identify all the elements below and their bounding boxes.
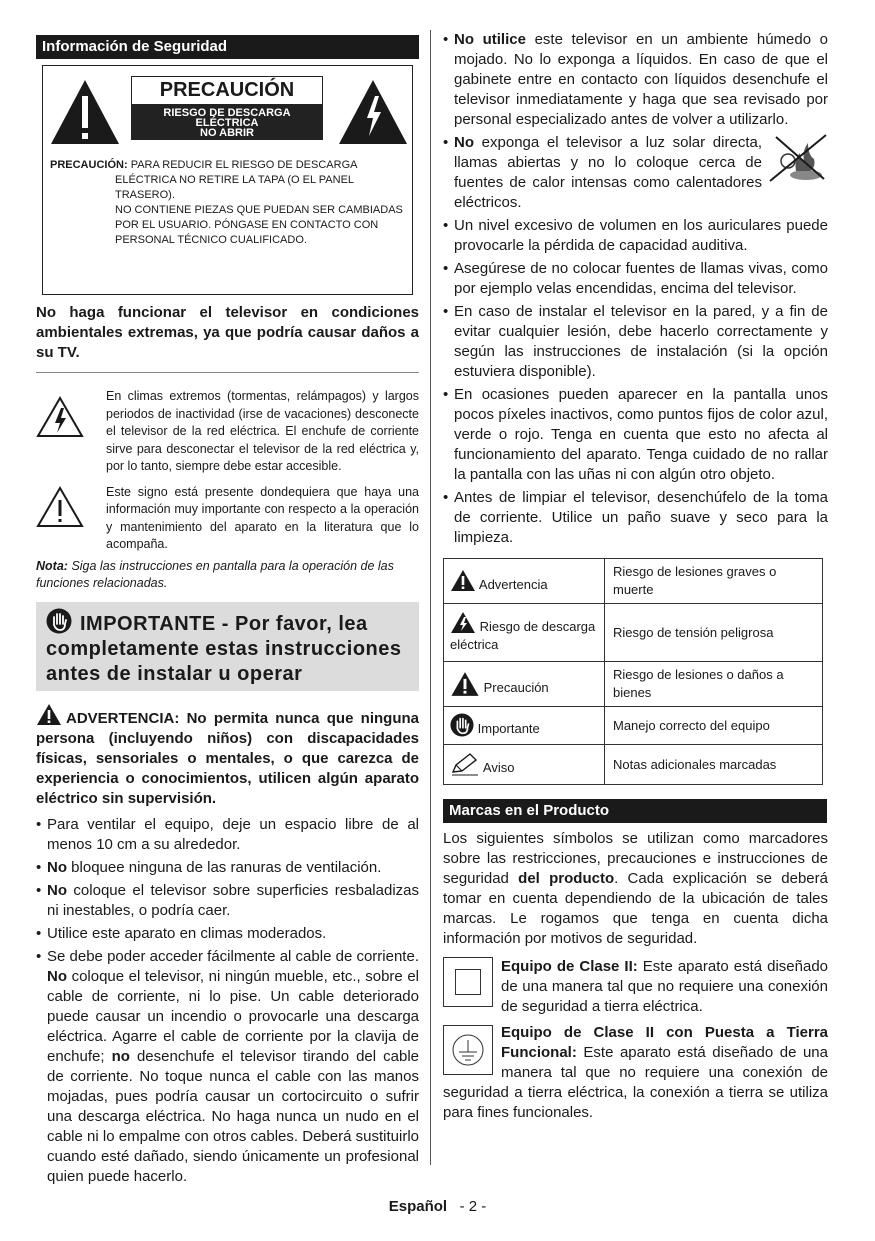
caution-line: NO CONTIENE PIEZAS QUE PUEDAN SER CAMBIADAS POR EL USUARIO. PÓNGASE EN CONTACTO CON PERSONAL TÉCNICO CUALIFICADO. <box>115 204 403 246</box>
table-cell <box>444 662 605 707</box>
symbol-table <box>443 558 823 785</box>
section-header: Información de Seguridad <box>36 35 419 59</box>
caution-sub-line: NO ABRIR <box>200 127 254 139</box>
page-number: - 2 - <box>459 1198 487 1215</box>
table-label: Riesgo de descarga eléctrica <box>450 619 596 652</box>
table-row <box>444 745 823 785</box>
lightning-icon <box>36 396 84 438</box>
table-label: Advertencia <box>478 576 548 592</box>
note-text: Siga las instrucciones en pantalla para la operación de las funciones relacionadas. <box>36 558 394 590</box>
caution-line: ELÉCTRICA NO RETIRE LA TAPA (O EL PANEL TRASERO). <box>115 174 354 201</box>
marks-intro-text: Los siguientes símbolos se utilizan como marcadores sobre las restricciones, precauciones e instrucciones de seguridad <box>443 830 828 887</box>
list-item <box>443 385 828 485</box>
note <box>36 558 419 592</box>
advertencia-paragraph <box>36 703 419 809</box>
list-item <box>36 947 419 1187</box>
caution-sub-line: ELÉCTRICA <box>195 117 259 129</box>
pencil-icon <box>450 752 480 776</box>
table-cell: Riesgo de lesiones o daños a bienes <box>605 662 823 707</box>
list-item-text: bloquee ninguna de las ranuras de ventilación. <box>71 858 382 876</box>
list-item <box>443 302 828 382</box>
table-label: Aviso <box>482 760 515 775</box>
advertencia-text: ADVERTENCIA: No permita nunca que ninguna persona (incluyendo niños) con discapacidades físicas, sensoriales o mentales, o que carezca de experiencia o conocimientos, utilicen algún aparato eléctrico sin supervisión. <box>36 709 419 807</box>
table-cell <box>444 707 605 745</box>
footer-language: Español <box>388 1198 448 1215</box>
important-box <box>36 602 419 691</box>
caution-subtitle <box>131 105 323 140</box>
note-label: Nota: <box>36 558 68 573</box>
table-cell: Riesgo de lesiones graves o muerte <box>605 559 823 604</box>
table-row <box>444 662 823 707</box>
table-row <box>444 559 823 604</box>
list-item-text: Se debe poder acceder fácilmente al cable de corriente. <box>47 947 419 965</box>
table-cell <box>444 604 605 662</box>
exclamation-warning <box>36 484 419 554</box>
list-item <box>443 30 828 130</box>
class2f-item <box>443 1023 828 1123</box>
separator <box>36 372 419 373</box>
hand-icon <box>46 608 72 634</box>
list-item-text: Antes de limpiar el televisor, desenchúfelo de la toma de corriente. Utilice un paño suave y seco para la limpieza. <box>454 489 828 546</box>
table-cell: Riesgo de tensión peligrosa <box>605 604 823 662</box>
list-item-bold: No <box>47 858 67 876</box>
left-bullet-list <box>36 815 419 1187</box>
table-cell <box>444 559 605 604</box>
lightning-icon <box>450 611 476 634</box>
list-item-bold: No <box>454 134 474 151</box>
lightning-triangle-icon <box>337 78 409 146</box>
class2-title: Equipo de Clase II: <box>501 958 638 975</box>
functional-earth-icon <box>443 1025 493 1075</box>
important-title: IMPORTANTE - Por favor, lea completamente estas instrucciones antes de instalar u operar <box>46 612 402 685</box>
list-item-text: este televisor en un ambiente húmedo o mojado. No lo exponga a líquidos. En caso de que el gabinete entre en contacto con líquidos desenchufe el televisor inmediatamente y haga que sea revisado por personal especializado antes de volver a utilizarlo. <box>454 31 828 128</box>
list-item-bold: No <box>47 881 67 899</box>
list-item-text: En ocasiones pueden aparecer en la pantalla unos pocos píxeles inactivos, como puntos fijos de color azul, verde o rojo. Tenga en cuenta que esto no afecta al funcionamiento del aparato. Tenga cuidado de no rallar la pantalla con las uñas ni con algún otro objeto. <box>454 386 828 483</box>
list-item-text: Utilice este aparato en climas moderados. <box>47 924 327 942</box>
class2f-text: Este aparato está diseñado de una manera tal que no requiere una conexión de seguridad a tierra eléctrica, la conexión a tierra se utiliza para fines funcionales. <box>443 1044 828 1121</box>
lightning-warning <box>36 388 419 476</box>
marks-intro-text: . Cada explicación se deberá tomar en cuenta dependiendo de la ubicación de tales marcas. Le rogamos que tenga en cuenta dicha información por motivos de seguridad. <box>443 870 828 947</box>
class2-item <box>443 957 828 1017</box>
caution-icon <box>450 671 480 697</box>
list-item <box>36 924 419 944</box>
class2-icon <box>443 957 493 1007</box>
caution-label: PRECAUCIÓN: <box>50 159 128 171</box>
extreme-warning: No haga funcionar el televisor en condiciones ambientales extremas, ya que podría causar daños a su TV. <box>36 304 419 361</box>
warning-icon <box>450 569 476 592</box>
list-item <box>36 815 419 855</box>
caution-title-block <box>131 76 323 140</box>
table-cell: Manejo correcto del equipo <box>605 707 823 745</box>
caution-box <box>42 65 413 295</box>
table-cell <box>444 745 605 785</box>
right-column <box>443 30 828 1123</box>
list-item <box>443 133 828 213</box>
list-item-text: coloque el televisor, ni ningún mueble, etc., sobre el cable de corriente, ni lo pise. Un cable deteriorado puede causar un incendio o provocarle una descarga eléctrica. Agarre el cable de corriente por la clavija de enchufe; <box>47 967 419 1065</box>
list-item-bold: No utilice <box>454 31 526 48</box>
list-item <box>36 858 419 878</box>
caution-text <box>50 158 407 248</box>
column-divider <box>430 30 431 1165</box>
class2f-title: Equipo de Clase II con Puesta a Tierra Funcional: <box>501 1024 828 1061</box>
caution-line: PARA REDUCIR EL RIESGO DE DESCARGA <box>130 159 358 171</box>
list-item <box>443 216 828 256</box>
table-label: Importante <box>477 721 540 736</box>
left-column <box>36 35 419 1190</box>
exclamation-icon <box>36 486 84 528</box>
caution-sub-line: RIESGO DE DESCARGA <box>163 107 291 119</box>
table-label: Precaución <box>483 680 549 695</box>
right-bullet-list <box>443 30 828 548</box>
list-item-text: coloque el televisor sobre superficies resbaladizas ni inestables, o podría caer. <box>47 881 420 919</box>
list-item <box>443 488 828 548</box>
exclamation-triangle-icon <box>49 78 121 146</box>
list-item-text: Asegúrese de no colocar fuentes de llamas vivas, como por ejemplo velas encendidas, encima del televisor. <box>454 260 828 297</box>
table-cell: Notas adicionales marcadas <box>605 745 823 785</box>
marks-intro-bold: del producto <box>518 870 615 887</box>
table-row <box>444 604 823 662</box>
list-item-text: exponga el televisor a luz solar directa, llamas abiertas y no lo coloque cerca de fuentes de calor intensas como calentadores eléctricos. <box>454 134 762 211</box>
list-item-text: Para ventilar el equipo, deje un espacio libre de al menos 10 cm a su alrededor. <box>47 815 419 853</box>
hand-icon <box>450 713 474 737</box>
no-heat-icon <box>766 131 828 183</box>
list-item <box>36 881 419 921</box>
caution-title: PRECAUCIÓN <box>131 76 323 105</box>
marks-header: Marcas en el Producto <box>443 799 827 823</box>
list-item-bold: no <box>111 1047 130 1065</box>
marks-intro <box>443 829 828 949</box>
list-item-text: Un nivel excesivo de volumen en los auriculares puede provocarle la pérdida de capacidad auditiva. <box>454 217 828 254</box>
table-row <box>444 707 823 745</box>
list-item-bold: No <box>47 967 67 985</box>
warning-icon <box>36 703 62 726</box>
exclamation-text: Este signo está presente dondequiera que haya una información muy importante con respecto a la operación y mantenimiento del aparato en la literatura que lo acompaña. <box>106 484 419 551</box>
lightning-text: En climas extremos (tormentas, relámpagos) y largos periodos de inactividad (irse de vacaciones) desconecte el televisor de la red eléctrica. El enchufe de corriente sirve para desconectar el televisor de la red eléctrica y, por lo tanto, siempre debe estar accesible. <box>106 389 419 473</box>
class2-text: Este aparato está diseñado de una manera tal que no requiere una conexión de seguridad a tierra eléctrica. <box>501 958 828 1015</box>
list-item-text: desenchufe el televisor tirando del cable de corriente. No toque nunca el cable con las manos mojadas, pues podría causar un cortocircuito o sufrir una descarga eléctrica. No haga nunca un nudo en el cable ni lo empalme con otros cables. Deberá sustituirlo cuando esté dañado, siendo únicamente un profesional quien puede hacerlo. <box>47 1047 420 1185</box>
list-item <box>443 259 828 299</box>
page-footer <box>0 1198 875 1215</box>
list-item-text: En caso de instalar el televisor en la pared, y a fin de evitar cualquier lesión, debe hacerlo correctamente y según las instrucciones de instalación (si la opción estuviera disponible). <box>454 303 828 380</box>
